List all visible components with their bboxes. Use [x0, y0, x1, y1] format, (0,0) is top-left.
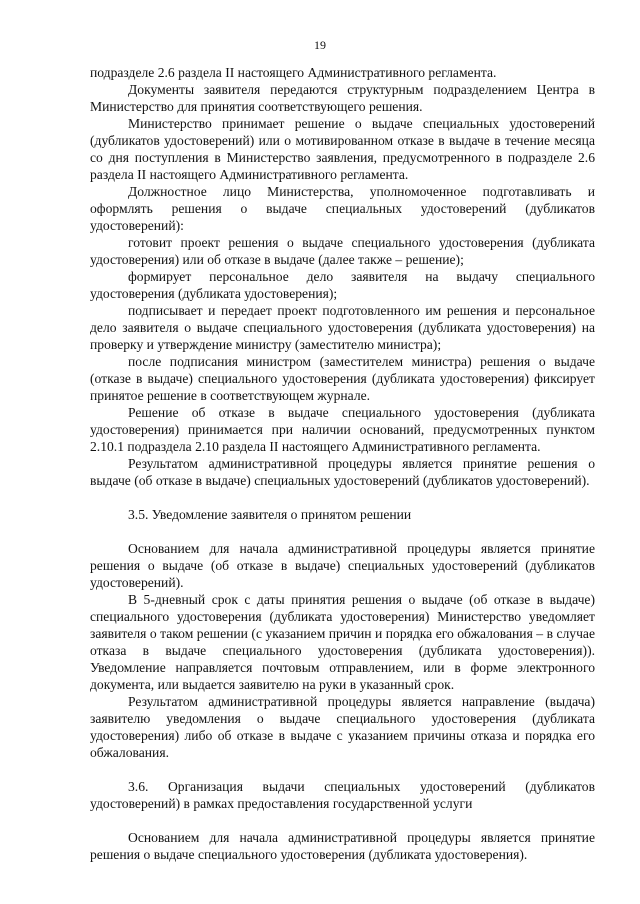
paragraph: В 5-дневный срок с даты принятия решения о выдаче (об отказе в выдаче) специального удостоверения (дубликата удостоверения) Министерство уведомляет заявителя о таком решении (с указанием причин и порядка его обжалования – в случае отказа в выдаче специального удостоверения (дубликата удостоверения)). Уведомление направляется почтовым отправлением, или в форме электронного документа, или выдается заявителю на руки в указанный срок.	[90, 592, 595, 692]
list-item: формирует персональное дело заявителя на выдачу специального удостоверения (дубликата удостоверения);	[90, 269, 595, 301]
paragraph: Результатом административной процедуры является направление (выдача) заявителю уведомления о выдаче специального удостоверения (дубликата удостоверения) либо об отказе в выдаче с указанием причины отказа и порядка его обжалования.	[90, 694, 595, 760]
section-heading-3-6: 3.6. Организация выдачи специальных удостоверений (дубликатов удостоверений) в рамках предоставления государственной услуги	[90, 779, 595, 811]
page-body	[90, 64, 595, 863]
list-item: подписывает и передает проект подготовленного им решения и персональное дело заявителя о выдаче специального удостоверения (дубликата удостоверения) на проверку и утверждение министру (заместителю министра);	[90, 303, 595, 352]
page-number: 19	[314, 38, 326, 52]
paragraph: Основанием для начала административной процедуры является принятие решения о выдаче специального удостоверения (дубликата удостоверения).	[90, 830, 595, 862]
paragraph: Результатом административной процедуры является принятие решения о выдаче (об отказе в выдаче) специальных удостоверений (дубликатов удостоверений).	[90, 456, 595, 488]
section-heading-3-5: 3.5. Уведомление заявителя о принятом решении	[128, 507, 412, 522]
paragraph: Министерство принимает решение о выдаче специальных удостоверений (дубликатов удостоверений) или о мотивированном отказе в выдаче в течение месяца со дня поступления в Министерство заявления, предусмотренного в подразделе 2.6 раздела II настоящего Административного регламента.	[90, 116, 595, 182]
paragraph: Решение об отказе в выдаче специального удостоверения (дубликата удостоверения) принимается при наличии оснований, предусмотренных пунктом 2.10.1 подраздела 2.10 раздела II настоящего Административного регламента.	[90, 405, 595, 454]
list-item: готовит проект решения о выдаче специального удостоверения (дубликата удостоверения) или об отказе в выдаче (далее также – решение);	[90, 235, 595, 267]
paragraph: Документы заявителя передаются структурным подразделением Центра в Министерство для принятия соответствующего решения.	[90, 82, 595, 114]
paragraph-continuation: подразделе 2.6 раздела II настоящего Административного регламента.	[90, 65, 497, 80]
paragraph: Основанием для начала административной процедуры является принятие решения о выдаче (об отказе в выдаче) специальных удостоверений (дубликатов удостоверений).	[90, 541, 595, 590]
list-item: после подписания министром (заместителем министра) решения о выдаче (отказе в выдаче) специального удостоверения (дубликата удостоверения) фиксирует принятое решение в соответствующем журнале.	[90, 354, 595, 403]
paragraph: Должностное лицо Министерства, уполномоченное подготавливать и оформлять решения о выдаче специальных удостоверений (дубликатов удостоверений):	[90, 184, 595, 233]
